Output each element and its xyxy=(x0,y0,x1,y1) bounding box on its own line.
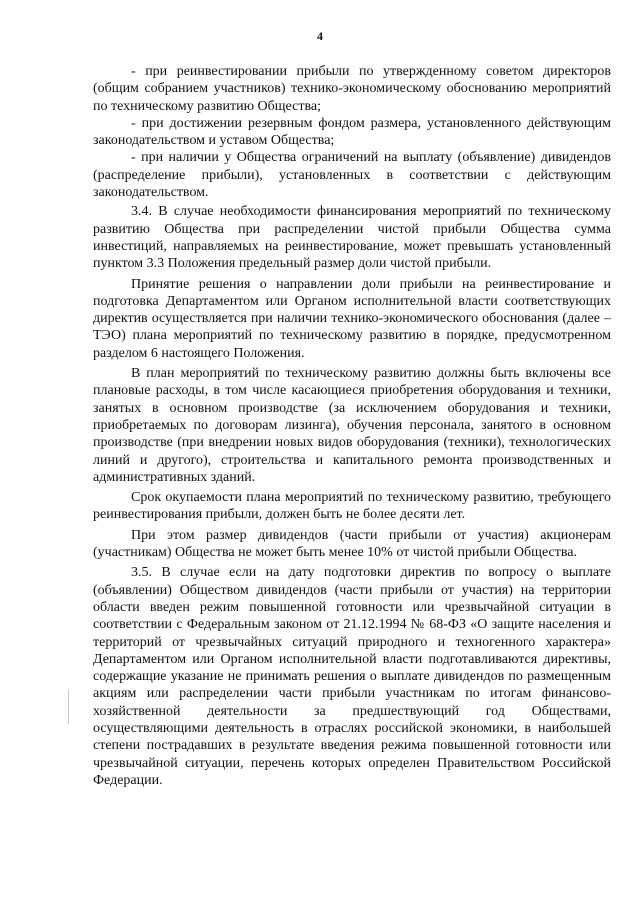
paragraph-decision-on-reinvestment: Принятие решения о направлении доли прибыли на реинвестирование и подготовка Департаментом или Органом исполнительной власти соответствующих директив осуществляется при наличии технико-экономического обоснования (далее – ТЭО) плана мероприятий по техническому развитию в порядке, предусмотренном разделом 6 настоящего Положения. xyxy=(93,276,611,361)
paragraph-section-3-5: 3.5. В случае если на дату подготовки директив по вопросу о выплате (объявлении) Обществом дивидендов (части прибыли от участия) на территории области введен режим повышенной готовности или чрезвычайной ситуации в соответствии с Федеральным законом от 21.12.1994 № 68-ФЗ «О защите населения и территорий от чрезвычайных ситуаций природного и техногенного характера» Департаментом или Органом исполнительной власти подготавливаются директивы, содержащие указание не принимать решения о выплате дивидендов по размещенным акциям или распределении части прибыли участникам по итогам финансово-хозяйственной деятельности за предшествующий год Обществами, осуществляющими деятельность в отраслях российской экономики, в наибольшей степени пострадавших в результате введения режима повышенной готовности или чрезвычайной ситуации, перечень которых определен Правительством Российской Федерации. xyxy=(93,565,611,788)
margin-scan-mark xyxy=(68,690,69,724)
document-body xyxy=(93,63,611,789)
paragraph-reserve-fund-condition: - при достижении резервным фондом размера, установленного действующим законодательством и уставом Общества; xyxy=(93,115,611,149)
paragraph-restrictions-condition: - при наличии у Общества ограничений на выплату (объявление) дивидендов (распределение прибыли), установленных в соответствии с действующим законодательством. xyxy=(93,150,611,201)
page-number: 4 xyxy=(317,29,323,43)
paragraph-reinvestment-condition: - при реинвестировании прибыли по утвержденному советом директоров (общим собранием участников) технико-экономическому обоснованию мероприятий по техническому развитию Общества; xyxy=(93,64,611,114)
paragraph-section-3-4: 3.4. В случае необходимости финансирования мероприятий по техническому развитию Общества при распределении чистой прибыли Общества сумма инвестиций, направляемых на реинвестирование, может превышать установленный пунктом 3.3 Положения предельный размер доли чистой прибыли. xyxy=(93,204,611,272)
paragraph-plan-expenses: В план мероприятий по техническому развитию должны быть включены все плановые расходы, в том числе касающиеся приобретения оборудования и техники, занятых в основном производстве (за исключением оборудования и техники, приобретаемых по договорам лизинга), обучения персонала, занятого в основном производстве (при внедрении новых видов оборудования (техники), технологических линий и другого), строительства и капитального ремонта производственных и административных зданий. xyxy=(93,366,611,485)
paragraph-minimum-dividends: При этом размер дивидендов (части прибыли от участия) акционерам (участникам) Общества не может быть менее 10% от чистой прибыли Общества. xyxy=(93,527,611,561)
paragraph-payback-period: Срок окупаемости плана мероприятий по техническому развитию, требующего реинвестирования прибыли, должен быть не более десяти лет. xyxy=(93,490,611,523)
